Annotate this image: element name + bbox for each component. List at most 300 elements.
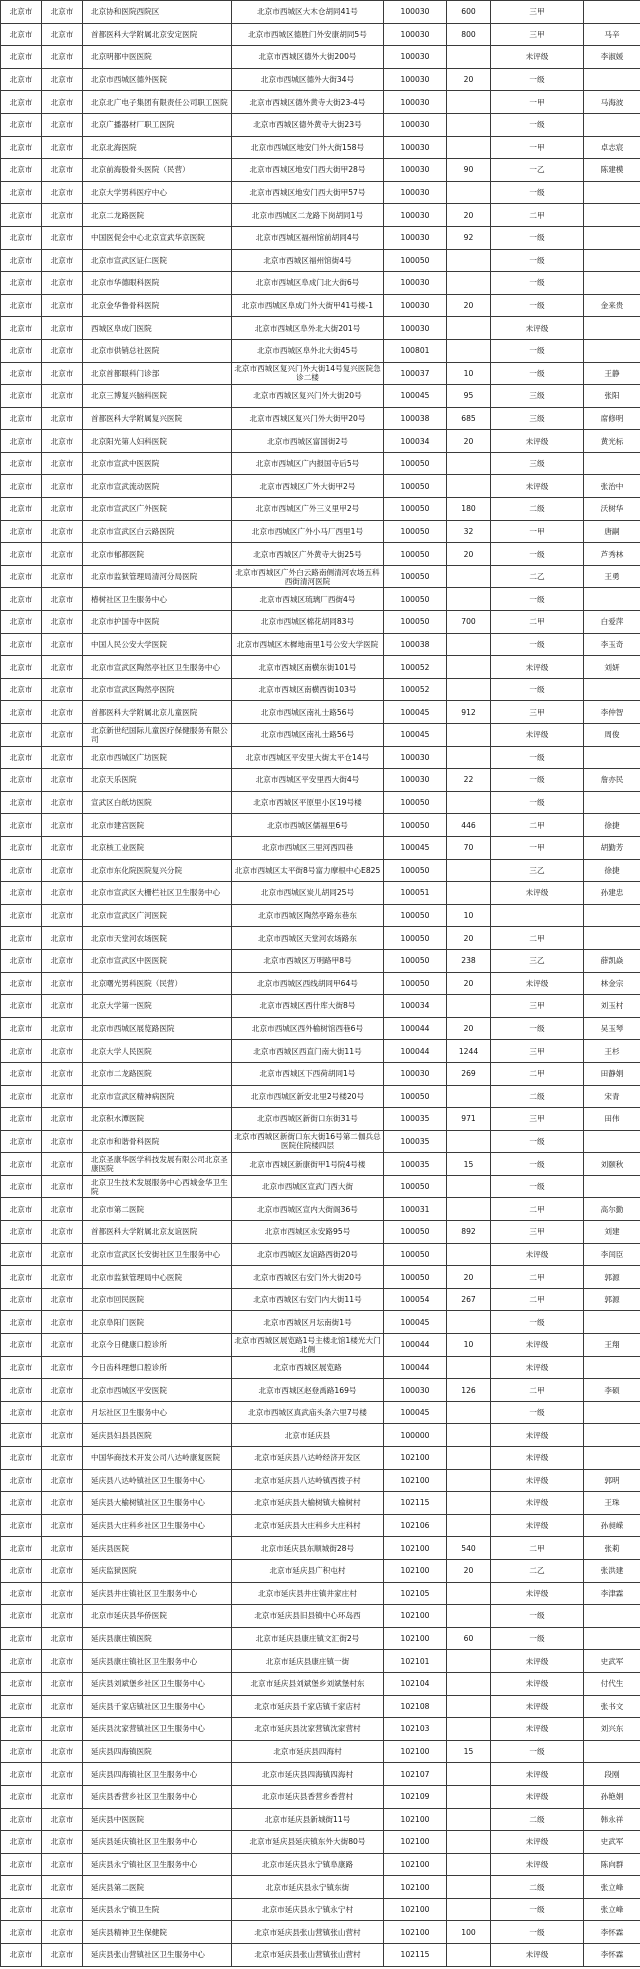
address-cell: 北京市西城区展览路1号主楼北馆1楼光大门北侧 [232,1334,384,1357]
province-cell: 北京市 [1,1672,42,1695]
table-row [1,543,640,566]
hospital-name-cell: 北京新世纪国际儿童医疗保健服务有限公司 [83,724,232,747]
city-cell: 北京市 [42,181,83,204]
table-row [1,339,640,362]
postcode-cell: 100050 [384,588,447,611]
address-cell: 北京市西城区广外小马厂西里1号 [232,520,384,543]
director-cell: 李怀霖 [584,1944,640,1967]
city-cell: 北京市 [42,1672,83,1695]
address-cell: 北京市西城区真武庙头条六里7号楼 [232,1401,384,1424]
director-cell: 胡勤芳 [584,836,640,859]
director-cell: 卓志宸 [584,136,640,159]
beds-cell: 20 [447,543,491,566]
address-cell: 北京市西城区西什库大街8号 [232,995,384,1018]
grade-cell: 未评级 [491,430,584,453]
table-row [1,498,640,521]
postcode-cell: 102100 [384,1537,447,1560]
beds-cell: 92 [447,226,491,249]
city-cell: 北京市 [42,701,83,724]
grade-cell: 二甲 [491,611,584,634]
director-cell [584,588,640,611]
city-cell: 北京市 [42,1718,83,1741]
address-cell: 北京市西城区德胜门外安康胡同5号 [232,23,384,46]
postcode-cell: 100034 [384,430,447,453]
grade-cell: 未评级 [491,1944,584,1967]
province-cell: 北京市 [1,565,42,588]
postcode-cell: 100030 [384,113,447,136]
postcode-cell: 102106 [384,1514,447,1537]
province-cell: 北京市 [1,1876,42,1899]
hospital-name-cell: 北京大学人民医院 [83,1040,232,1063]
province-cell: 北京市 [1,882,42,905]
province-cell: 北京市 [1,814,42,837]
address-cell: 北京市西城区万明路甲8号 [232,949,384,972]
postcode-cell: 100052 [384,678,447,701]
city-cell: 北京市 [42,859,83,882]
province-cell: 北京市 [1,1243,42,1266]
table-row [1,407,640,430]
beds-cell [447,1243,491,1266]
director-cell: 孙艳娟 [584,1785,640,1808]
postcode-cell: 100050 [384,452,447,475]
province-cell: 北京市 [1,836,42,859]
address-cell: 北京市延庆县八达岭镇西拨子村 [232,1469,384,1492]
city-cell: 北京市 [42,1153,83,1176]
province-cell: 北京市 [1,91,42,114]
director-cell: 张治中 [584,475,640,498]
hospital-name-cell: 北京卫生技术发展服务中心西城金华卫生院 [83,1175,232,1198]
hospital-name-cell: 北京阳光第人妇科医院 [83,430,232,453]
beds-cell: 15 [447,1740,491,1763]
city-cell: 北京市 [42,927,83,950]
hospital-name-cell: 北京市延庆县华侨医院 [83,1605,232,1628]
beds-cell: 700 [447,611,491,634]
province-cell: 北京市 [1,317,42,340]
director-cell: 刘玉村 [584,995,640,1018]
table-row [1,1085,640,1108]
grade-cell: 一级 [491,339,584,362]
hospital-name-cell: 延庆县四海镇医院 [83,1740,232,1763]
province-cell: 北京市 [1,678,42,701]
postcode-cell: 100050 [384,1243,447,1266]
address-cell: 北京市西城区木樨地南里1号公安大学医院 [232,633,384,656]
hospital-name-cell: 宣武区白纸坊医院 [83,791,232,814]
province-cell: 北京市 [1,791,42,814]
address-cell: 北京市西城区阜外北大街45号 [232,339,384,362]
city-cell: 北京市 [42,1379,83,1402]
province-cell: 北京市 [1,724,42,747]
beds-cell [447,724,491,747]
director-cell [584,452,640,475]
city-cell: 北京市 [42,1808,83,1831]
grade-cell: 未评级 [491,1582,584,1605]
director-cell: 张立峰 [584,1898,640,1921]
province-cell: 北京市 [1,1130,42,1153]
hospital-name-cell: 延庆县井庄镇社区卫生服务中心 [83,1582,232,1605]
address-cell: 北京市西城区地安门西大街甲57号 [232,181,384,204]
table-row [1,1831,640,1854]
beds-cell [447,317,491,340]
grade-cell: 一级 [491,1130,584,1153]
beds-cell: 10 [447,904,491,927]
address-cell: 北京市西城区德外黄寺大街23-4号 [232,91,384,114]
director-cell: 徐捷 [584,814,640,837]
postcode-cell: 100030 [384,91,447,114]
grade-cell: 一级 [491,362,584,385]
hospital-name-cell: 北京市回民医院 [83,1288,232,1311]
grade-cell: 一乙 [491,159,584,182]
beds-cell: 180 [447,498,491,521]
grade-cell: 未评级 [491,1695,584,1718]
address-cell: 北京市西城区广外大街甲2号 [232,475,384,498]
city-cell: 北京市 [42,1695,83,1718]
province-cell: 北京市 [1,543,42,566]
hospital-name-cell: 北京天乐医院 [83,769,232,792]
hospital-name-cell: 北京广播器材厂职工医院 [83,113,232,136]
province-cell: 北京市 [1,1763,42,1786]
grade-cell: 一甲 [491,836,584,859]
city-cell: 北京市 [42,678,83,701]
city-cell: 北京市 [42,1876,83,1899]
hospital-name-cell: 延庆县康庄镇医院 [83,1627,232,1650]
address-cell: 北京市西城区广外白云路南侧清河农场五科西街清河医院 [232,565,384,588]
city-cell: 北京市 [42,1108,83,1131]
city-cell: 北京市 [42,1763,83,1786]
address-cell: 北京市西城区德外大街34号 [232,68,384,91]
beds-cell [447,1672,491,1695]
city-cell: 北京市 [42,904,83,927]
table-row [1,972,640,995]
province-cell: 北京市 [1,1695,42,1718]
postcode-cell: 102100 [384,1831,447,1854]
postcode-cell: 102100 [384,1898,447,1921]
address-cell: 北京市西城区天堂河农场路东 [232,927,384,950]
beds-cell: 100 [447,1921,491,1944]
address-cell: 北京市延庆县旧县镇中心环岛西 [232,1605,384,1628]
address-cell: 北京市西城区平原里小区19号楼 [232,791,384,814]
grade-cell: 未评级 [491,1514,584,1537]
table-row [1,1175,640,1198]
table-row [1,204,640,227]
city-cell: 北京市 [42,68,83,91]
province-cell: 北京市 [1,1175,42,1198]
city-cell: 北京市 [42,1198,83,1221]
table-row [1,836,640,859]
grade-cell: 二甲 [491,814,584,837]
postcode-cell: 100050 [384,498,447,521]
postcode-cell: 102100 [384,1605,447,1628]
director-cell: 李闰臣 [584,1243,640,1266]
table-row [1,475,640,498]
hospital-name-cell: 延庆县大榆树镇社区卫生服务中心 [83,1492,232,1515]
grade-cell: 三乙 [491,859,584,882]
postcode-cell: 100054 [384,1288,447,1311]
city-cell: 北京市 [42,1898,83,1921]
postcode-cell: 100050 [384,859,447,882]
director-cell: 黄光标 [584,430,640,453]
address-cell: 北京市西城区月坛南街1号 [232,1311,384,1334]
table-row [1,1153,640,1176]
hospital-name-cell: 椿树社区卫生服务中心 [83,588,232,611]
postcode-cell: 102100 [384,1808,447,1831]
postcode-cell: 100030 [384,1,447,24]
address-cell: 北京市延庆县广积屯村 [232,1559,384,1582]
address-cell: 北京市西城区复兴门外大街甲20号 [232,407,384,430]
postcode-cell: 102115 [384,1492,447,1515]
table-row [1,814,640,837]
postcode-cell: 100045 [384,1401,447,1424]
province-cell: 北京市 [1,746,42,769]
city-cell: 北京市 [42,565,83,588]
province-cell: 北京市 [1,1627,42,1650]
table-row [1,656,640,679]
director-cell: 王杉 [584,1040,640,1063]
address-cell: 北京市西城区地安门西大街甲28号 [232,159,384,182]
postcode-cell: 100030 [384,769,447,792]
beds-cell [447,746,491,769]
table-row [1,430,640,453]
hospital-name-cell: 延庆县香营乡社区卫生服务中心 [83,1785,232,1808]
hospital-name-cell: 北京市监狱管理局清河分局医院 [83,565,232,588]
province-cell: 北京市 [1,1898,42,1921]
address-cell: 北京市西城区西外榆树馆西巷6号 [232,1017,384,1040]
table-row [1,1763,640,1786]
city-cell: 北京市 [42,1062,83,1085]
address-cell: 北京市西城区宣武门西大街 [232,1175,384,1198]
beds-cell [447,678,491,701]
grade-cell: 二级 [491,498,584,521]
table-row [1,1672,640,1695]
hospital-name-cell: 西城区阜成门医院 [83,317,232,340]
beds-cell: 60 [447,1627,491,1650]
hospital-name-cell: 北京市二龙路医院 [83,1062,232,1085]
beds-cell: 971 [447,1108,491,1131]
beds-cell [447,1650,491,1673]
city-cell: 北京市 [42,430,83,453]
director-cell: 郭源 [584,1266,640,1289]
hospital-name-cell: 北京市西城区展览路医院 [83,1017,232,1040]
postcode-cell: 100050 [384,1221,447,1244]
director-cell [584,1447,640,1470]
postcode-cell: 100050 [384,520,447,543]
province-cell: 北京市 [1,1017,42,1040]
city-cell: 北京市 [42,385,83,408]
hospital-name-cell: 北京市西城区平安医院 [83,1379,232,1402]
grade-cell: 未评级 [491,475,584,498]
postcode-cell: 102100 [384,1921,447,1944]
province-cell: 北京市 [1,904,42,927]
grade-cell: 一级 [491,249,584,272]
beds-cell: 800 [447,23,491,46]
postcode-cell: 100030 [384,294,447,317]
postcode-cell: 102100 [384,1447,447,1470]
city-cell: 北京市 [42,452,83,475]
province-cell: 北京市 [1,1334,42,1357]
beds-cell: 10 [447,1334,491,1357]
grade-cell: 二甲 [491,1379,584,1402]
director-cell: 李硕 [584,1379,640,1402]
hospital-name-cell: 北京北广电子集团有限责任公司职工医院 [83,91,232,114]
hospital-name-cell: 北京三博复兴脑科医院 [83,385,232,408]
city-cell: 北京市 [42,1559,83,1582]
table-row [1,1401,640,1424]
address-cell: 北京市延庆县千家店镇千家店村 [232,1695,384,1718]
beds-cell [447,565,491,588]
director-cell [584,1130,640,1153]
grade-cell: 一级 [491,1740,584,1763]
hospital-name-cell: 北京市宣武区中医医院 [83,949,232,972]
city-cell: 北京市 [42,1740,83,1763]
postcode-cell: 100044 [384,1040,447,1063]
director-cell: 陈向群 [584,1853,640,1876]
hospital-name-cell: 北京市西城区德外医院 [83,68,232,91]
city-cell: 北京市 [42,204,83,227]
postcode-cell: 100050 [384,904,447,927]
province-cell: 北京市 [1,1356,42,1379]
beds-cell: 20 [447,1017,491,1040]
beds-cell: 446 [447,814,491,837]
province-cell: 北京市 [1,1401,42,1424]
address-cell: 北京市西城区南横东街101号 [232,656,384,679]
grade-cell: 一级 [491,272,584,295]
city-cell: 北京市 [42,1334,83,1357]
province-cell: 北京市 [1,1605,42,1628]
grade-cell: 一级 [491,1921,584,1944]
city-cell: 北京市 [42,1401,83,1424]
postcode-cell: 100035 [384,1130,447,1153]
hospital-name-cell: 延庆县刘斌堡乡社区卫生服务中心 [83,1672,232,1695]
director-cell [584,204,640,227]
director-cell: 田伟 [584,1108,640,1131]
grade-cell: 二甲 [491,1062,584,1085]
hospital-name-cell: 首都医科大学附属北京儿童医院 [83,701,232,724]
beds-cell [447,1695,491,1718]
beds-cell: 20 [447,927,491,950]
hospital-name-cell: 中国华商技术开发公司八达岭康复医院 [83,1447,232,1470]
beds-cell: 892 [447,1221,491,1244]
city-cell: 北京市 [42,1853,83,1876]
address-cell: 北京市延庆县康庄镇文汇街2号 [232,1627,384,1650]
director-cell [584,904,640,927]
director-cell: 金来贵 [584,294,640,317]
postcode-cell: 102100 [384,1740,447,1763]
address-cell: 北京市延庆县东顺城街28号 [232,1537,384,1560]
grade-cell: 二甲 [491,1198,584,1221]
director-cell [584,1605,640,1628]
province-cell: 北京市 [1,588,42,611]
beds-cell [447,1808,491,1831]
director-cell: 李玉奇 [584,633,640,656]
province-cell: 北京市 [1,1198,42,1221]
beds-cell: 22 [447,769,491,792]
address-cell: 北京市西城区德外大街200号 [232,46,384,69]
address-cell: 北京市西城区棉花胡同83号 [232,611,384,634]
address-cell: 北京市延庆县延庆镇东外大街80号 [232,1831,384,1854]
hospital-name-cell: 北京二龙路医院 [83,204,232,227]
province-cell: 北京市 [1,1469,42,1492]
beds-cell: 20 [447,68,491,91]
address-cell: 北京市西城区琉璃厂西街4号 [232,588,384,611]
director-cell: 沃树华 [584,498,640,521]
beds-cell: 20 [447,1559,491,1582]
grade-cell: 未评级 [491,1469,584,1492]
province-cell: 北京市 [1,1582,42,1605]
address-cell: 北京市延庆县香营乡香营村 [232,1785,384,1808]
province-cell: 北京市 [1,1379,42,1402]
city-cell: 北京市 [42,656,83,679]
table-row [1,1785,640,1808]
table-row [1,68,640,91]
grade-cell: 三甲 [491,1221,584,1244]
province-cell: 北京市 [1,68,42,91]
director-cell: 刘建 [584,1221,640,1244]
city-cell: 北京市 [42,1627,83,1650]
address-cell: 北京市西城区地安门外大街158号 [232,136,384,159]
hospital-name-cell: 延庆监狱医院 [83,1559,232,1582]
city-cell: 北京市 [42,836,83,859]
city-cell: 北京市 [42,475,83,498]
address-cell: 北京市西城区下西荷胡同1号 [232,1062,384,1085]
director-cell [584,1401,640,1424]
address-cell: 北京市西城区大木仓胡同41号 [232,1,384,24]
address-cell: 北京市西城区儒福里6号 [232,814,384,837]
beds-cell [447,1424,491,1447]
hospital-name-cell: 北京协和医院西院区 [83,1,232,24]
director-cell: 李淑媛 [584,46,640,69]
city-cell: 北京市 [42,1,83,24]
province-cell: 北京市 [1,1153,42,1176]
beds-cell: 90 [447,159,491,182]
address-cell: 北京市西城区西直门南大街11号 [232,1040,384,1063]
table-row [1,1559,640,1582]
city-cell: 北京市 [42,249,83,272]
address-cell: 北京市西城区阜成门外大街甲41号楼-1 [232,294,384,317]
grade-cell: 未评级 [491,882,584,905]
table-row [1,1,640,24]
director-cell [584,1627,640,1650]
table-row [1,226,640,249]
postcode-cell: 100050 [384,1175,447,1198]
postcode-cell: 102109 [384,1785,447,1808]
beds-cell [447,1447,491,1470]
director-cell: 李仲智 [584,701,640,724]
director-cell [584,746,640,769]
director-cell: 王翔 [584,1334,640,1357]
director-cell [584,1356,640,1379]
postcode-cell: 100045 [384,836,447,859]
grade-cell: 未评级 [491,46,584,69]
table-row [1,317,640,340]
beds-cell: 912 [447,701,491,724]
beds-cell [447,1356,491,1379]
postcode-cell: 100030 [384,23,447,46]
table-row [1,1356,640,1379]
director-cell: 李津霖 [584,1582,640,1605]
postcode-cell: 102104 [384,1672,447,1695]
address-cell: 北京市延庆县永宁镇阜康路 [232,1853,384,1876]
address-cell: 北京市延庆县大庄科乡大庄科村 [232,1514,384,1537]
hospital-name-cell: 北京市护国寺中医院 [83,611,232,634]
hospital-name-cell: 中国医促会中心北京宣武华京医院 [83,226,232,249]
hospital-name-cell: 延庆县永宁镇社区卫生服务中心 [83,1853,232,1876]
director-cell: 刘妍 [584,656,640,679]
table-row [1,1808,640,1831]
beds-cell [447,1763,491,1786]
province-cell: 北京市 [1,1650,42,1673]
postcode-cell: 100052 [384,656,447,679]
table-row [1,1424,640,1447]
grade-cell: 三甲 [491,701,584,724]
